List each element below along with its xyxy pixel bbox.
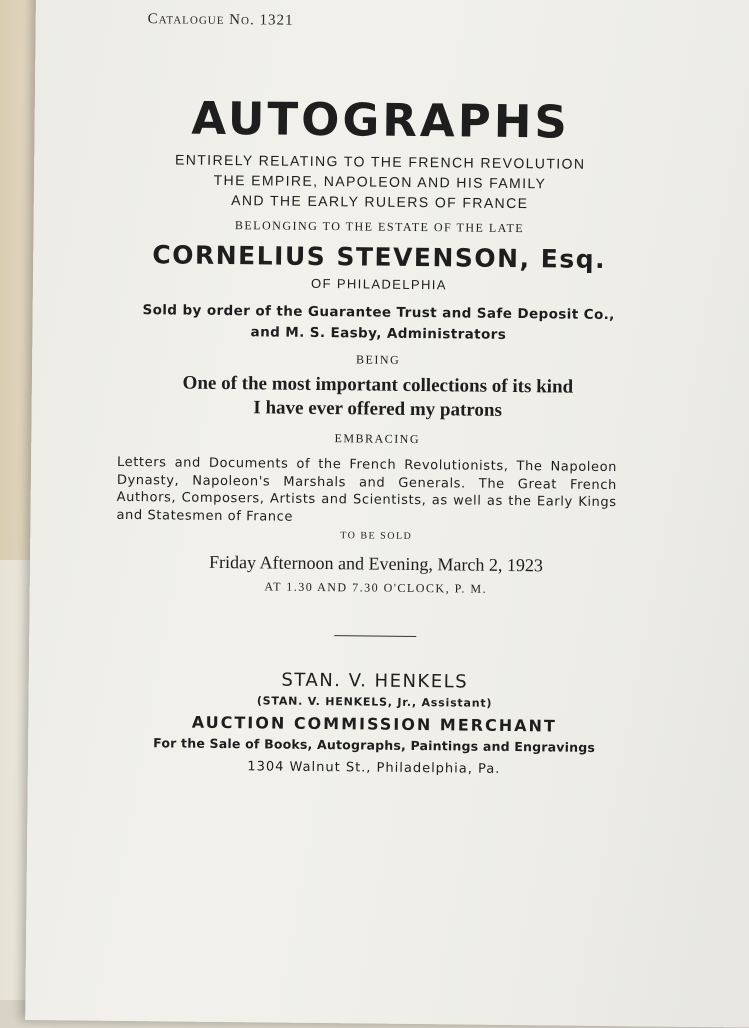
- for-sale-line: For the Sale of Books, Autographs, Paintings and Engravings: [153, 735, 596, 755]
- page-content: [116, 91, 631, 778]
- catalogue-number: Catalogue No. 1321: [147, 11, 294, 29]
- auctioneer-name: STAN. V. HENKELS: [281, 669, 469, 693]
- owner-city: OF PHILADELPHIA: [310, 275, 447, 293]
- role-line: AUCTION COMMISSION MERCHANT: [191, 712, 557, 736]
- highlight-line: One of the most important collections of its kind: [182, 372, 574, 398]
- divider-rule: [334, 635, 416, 637]
- sold-by-line: Sold by order of the Guarantee Trust and Safe Deposit Co.,: [142, 302, 615, 324]
- assistant-line: (STAN. V. HENKELS, Jr., Assistant): [256, 694, 493, 710]
- highlight-line: I have ever offered my patrons: [253, 397, 503, 421]
- sold-by-block: [128, 300, 628, 347]
- subtitle-block: [130, 149, 631, 214]
- highlight-block: [128, 371, 628, 424]
- subtitle-line: ENTIRELY RELATING TO THE FRENCH REVOLUTION: [174, 151, 586, 172]
- owner-name: CORNELIUS STEVENSON, Esq.: [152, 240, 607, 274]
- sale-time: AT 1.30 AND 7.30 O'CLOCK, P. M.: [264, 579, 488, 596]
- subtitle-line: AND THE EARLY RULERS OF FRANCE: [231, 192, 529, 212]
- page-title: AUTOGRAPHS: [191, 91, 571, 149]
- belonging-line: BELONGING TO THE ESTATE OF THE LATE: [234, 218, 525, 236]
- being-line: BEING: [355, 352, 401, 367]
- to-be-sold-line: TO BE SOLD: [340, 530, 413, 542]
- sold-by-line: and M. S. Easby, Administrators: [250, 324, 507, 343]
- embracing-line: EMBRACING: [334, 431, 421, 447]
- address-line: 1304 Walnut St., Philadelphia, Pa.: [247, 759, 501, 777]
- catalogue-page: [25, 0, 749, 1028]
- embracing-text: Letters and Documents of the French Revolutionists, The Napoleon Dynasty, Napoleon's Marshals and Generals. The Great French Authors, Composers, Artists and Scientists, as well as the Early Kings and Statesmen of France: [116, 454, 618, 525]
- subtitle-line: THE EMPIRE, NAPOLEON AND HIS FAMILY: [213, 171, 547, 192]
- sale-date: Friday Afternoon and Evening, March 2, 1923: [208, 551, 544, 576]
